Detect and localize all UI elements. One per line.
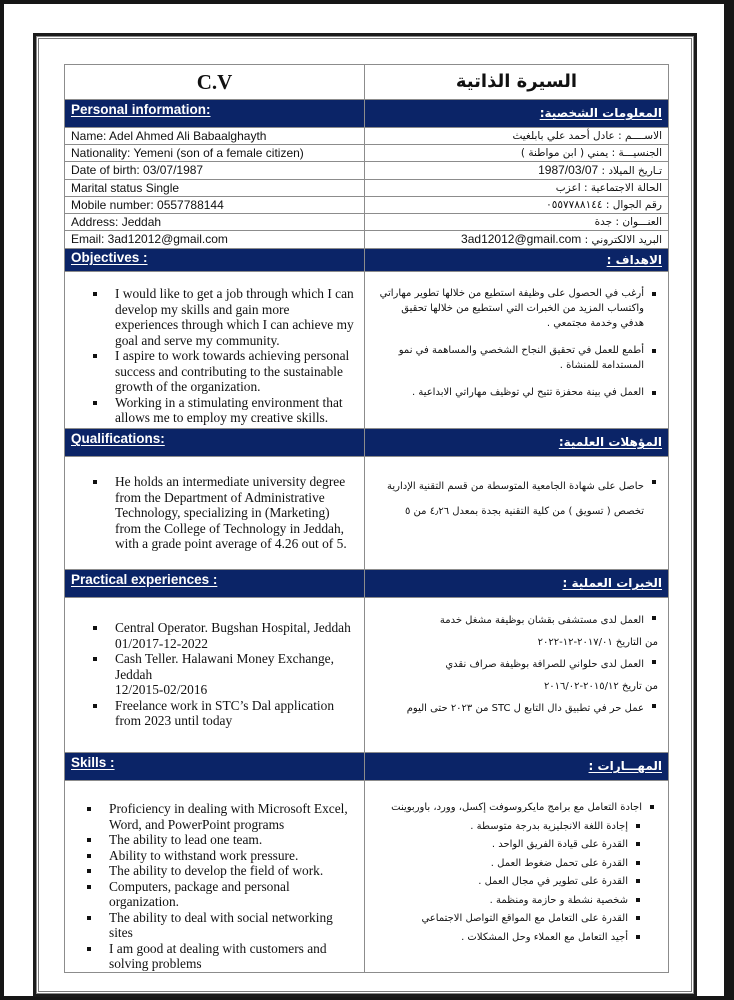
- section-heading: المؤهلات العلمية:: [558, 435, 662, 449]
- skills-ar: [365, 781, 669, 973]
- list-item: أطمع للعمل في تحقيق النجاح الشخصي والمساهمة في نمو المستدامة للمنشاة .: [375, 343, 644, 373]
- list-item: He holds an intermediate university degree from the Department of Administrative Technology, specializing in (Marketing) from the College of Technology in Jeddah, with a grade point average of 4.26 out of 5.: [115, 474, 354, 552]
- list-item: [115, 698, 354, 729]
- objectives-heading-row: [65, 249, 669, 272]
- info-ar: رقم الجوال : ٠٥٥٧٧٨٨١٤٤: [365, 197, 669, 214]
- info-en: Nationality: Yemeni (son of a female citizen): [65, 145, 365, 162]
- list-item: القدرة على تحمل ضغوط العمل .: [375, 855, 628, 874]
- job-title: عمل حر في تطبيق دال التابع ل STC من ٢٠٢٣ حتى اليوم: [406, 703, 644, 714]
- experience-body-row: [65, 598, 669, 753]
- section-heading: Personal information:: [71, 102, 211, 117]
- qualifications-heading-ar: [365, 429, 669, 457]
- info-en: Marital status Single: [65, 180, 365, 197]
- job-dates: 01/2017-12-2022: [115, 635, 208, 651]
- list-item: I am good at dealing with customers and solving problems: [109, 941, 354, 972]
- list-item: [375, 610, 658, 654]
- cv-title-en: C.V: [196, 70, 233, 94]
- list-item: Proficiency in dealing with Microsoft Excel, Word, and PowerPoint programs: [109, 801, 354, 832]
- experience-heading-en: [65, 570, 365, 598]
- info-ar-value: 3ad12012@gmail.com: [461, 232, 582, 246]
- job-dates: 12/2015-02/2016: [115, 682, 208, 697]
- list-item: حاصل على شهادة الجامعية المتوسطة من قسم التقنية الإدارية تخصص ( تسويق ) من كلية التقنية بجدة بمعدل ٤٫٢٦ من ٥: [375, 474, 644, 524]
- info-row-nationality: [65, 145, 669, 162]
- list-item: The ability to develop the field of work.: [109, 863, 354, 879]
- info-ar: [365, 231, 669, 249]
- section-heading: الاهداف :: [606, 253, 662, 267]
- info-row-dob: [65, 162, 669, 180]
- list-item: The ability to deal with social networking sites: [109, 910, 354, 941]
- job-title: العمل لدى حلواني للصرافة بوظيفة صراف نقدي: [445, 659, 644, 670]
- info-en: Date of birth: 03/07/1987: [65, 162, 365, 180]
- job-title: Central Operator. Bugshan Hospital, Jeddah: [115, 620, 351, 635]
- info-row-mobile: [65, 197, 669, 214]
- list-item: [115, 620, 354, 651]
- title-cell-en: [65, 65, 365, 100]
- info-row-marital: [65, 180, 669, 197]
- objectives-body-row: [65, 272, 669, 429]
- section-heading: Objectives :: [71, 250, 148, 265]
- qualifications-ar: [365, 457, 669, 570]
- experience-heading-ar: [365, 570, 669, 598]
- qualifications-en: [65, 457, 365, 570]
- title-cell-ar: [365, 65, 669, 100]
- qualifications-body-row: [65, 457, 669, 570]
- personal-heading-row: [65, 100, 669, 128]
- cv-table: [64, 64, 669, 973]
- list-item: إجادة اللغة الانجليزية بدرجة متوسطة .: [375, 818, 628, 837]
- info-en: Address: Jeddah: [65, 214, 365, 231]
- list-item: Working in a stimulating environment that allows me to employ my creative skills.: [115, 395, 354, 426]
- personal-heading-ar: [365, 100, 669, 128]
- info-ar: الاســــم : عادل أحمد علي بابلغيث: [365, 128, 669, 145]
- info-ar: [365, 162, 669, 180]
- title-row: [65, 65, 669, 100]
- experience-ar: [365, 598, 669, 753]
- list-item: أجيد التعامل مع العملاء وحل المشكلات .: [375, 929, 628, 948]
- info-row-name: [65, 128, 669, 145]
- list-item: [375, 698, 644, 720]
- section-heading: Practical experiences :: [71, 572, 218, 587]
- objectives-en: [65, 272, 365, 429]
- section-heading: Skills :: [71, 755, 115, 770]
- info-ar-label: البريد الالكتروني :: [581, 234, 662, 246]
- objectives-heading-en: [65, 249, 365, 272]
- list-item: القدرة على قيادة الفريق الواحد .: [375, 836, 628, 855]
- list-item: I would like to get a job through which I can develop my skills and gain more experiences through which I can achieve my goal and serve my community.: [115, 286, 354, 348]
- job-title: Freelance work in STC’s Dal application from 2023 until today: [115, 697, 335, 728]
- list-item: القدرة على التعامل مع المواقع التواصل الاجتماعي: [375, 910, 628, 929]
- section-heading: Qualifications:: [71, 431, 165, 446]
- job-dates: من تاريخ ٢٠١٥/١٢-٢٠١٦/٠٢: [543, 681, 658, 692]
- objectives-ar: [365, 272, 669, 429]
- list-item: I aspire to work towards achieving personal success and contributing to the sustainable growth of the organization.: [115, 348, 354, 395]
- list-item: Computers, package and personal organization.: [109, 879, 354, 910]
- list-item: العمل في بينة محفزة تتيح لي توظيف مهاراتي الابداعية .: [375, 385, 644, 400]
- skills-heading-row: [65, 753, 669, 781]
- info-ar: الحالة الاجتماعية : اعزب: [365, 180, 669, 197]
- info-en: Email: 3ad12012@gmail.com: [65, 231, 365, 249]
- skills-en: [65, 781, 365, 973]
- info-en: Mobile number: 0557788144: [65, 197, 365, 214]
- list-item: القدرة على تطوير في مجال العمل .: [375, 873, 628, 892]
- info-ar-label: تـاريخ الميلاد :: [598, 165, 662, 177]
- qualifications-heading-en: [65, 429, 365, 457]
- list-item: [375, 654, 658, 698]
- qualifications-heading-row: [65, 429, 669, 457]
- list-item: [115, 651, 354, 698]
- section-heading: الخبرات العملية :: [562, 576, 662, 590]
- job-dates: من التاريخ ٢٠١٧/٠١-١٢-٢٠٢٢: [537, 637, 658, 648]
- info-en: Name: Adel Ahmed Ali Babaalghayth: [65, 128, 365, 145]
- experience-heading-row: [65, 570, 669, 598]
- skills-heading-ar: [365, 753, 669, 781]
- info-row-email: [65, 231, 669, 249]
- info-ar: العنـــوان : جدة: [365, 214, 669, 231]
- section-heading: المهـــارات :: [588, 759, 662, 773]
- experience-en: [65, 598, 365, 753]
- list-item: أرغب في الحصول على وظيفة استطيع من خلالها تطوير مهاراتي واكتساب المزيد من الخبرات التي استطيع من خلالها تحقيق هدفي وخدمة مجتمعي .: [375, 286, 644, 331]
- skills-body-row: [65, 781, 669, 973]
- skills-heading-en: [65, 753, 365, 781]
- cv-title-ar: السيرة الذاتية: [455, 71, 578, 92]
- info-row-address: [65, 214, 669, 231]
- info-ar: الجنسيـــة : يمني ( ابن مواطنة ): [365, 145, 669, 162]
- list-item: اجادة التعامل مع برامج مايكروسوفت إكسل، وورد، باوربوينت: [375, 799, 642, 818]
- list-item: شخصية نشطة و حازمة ومنظمة .: [375, 892, 628, 911]
- list-item: Ability to withstand work pressure.: [109, 848, 354, 864]
- objectives-heading-ar: [365, 249, 669, 272]
- info-ar-value: 1987/03/07: [538, 163, 599, 177]
- section-heading: المعلومات الشخصية:: [539, 106, 662, 120]
- job-title: Cash Teller. Halawani Money Exchange, Jeddah: [115, 651, 334, 682]
- job-title: العمل لدى مستشفى بقشان بوظيفة مشغل خدمة: [439, 615, 644, 626]
- personal-heading-en: [65, 100, 365, 128]
- list-item: The ability to lead one team.: [109, 832, 354, 848]
